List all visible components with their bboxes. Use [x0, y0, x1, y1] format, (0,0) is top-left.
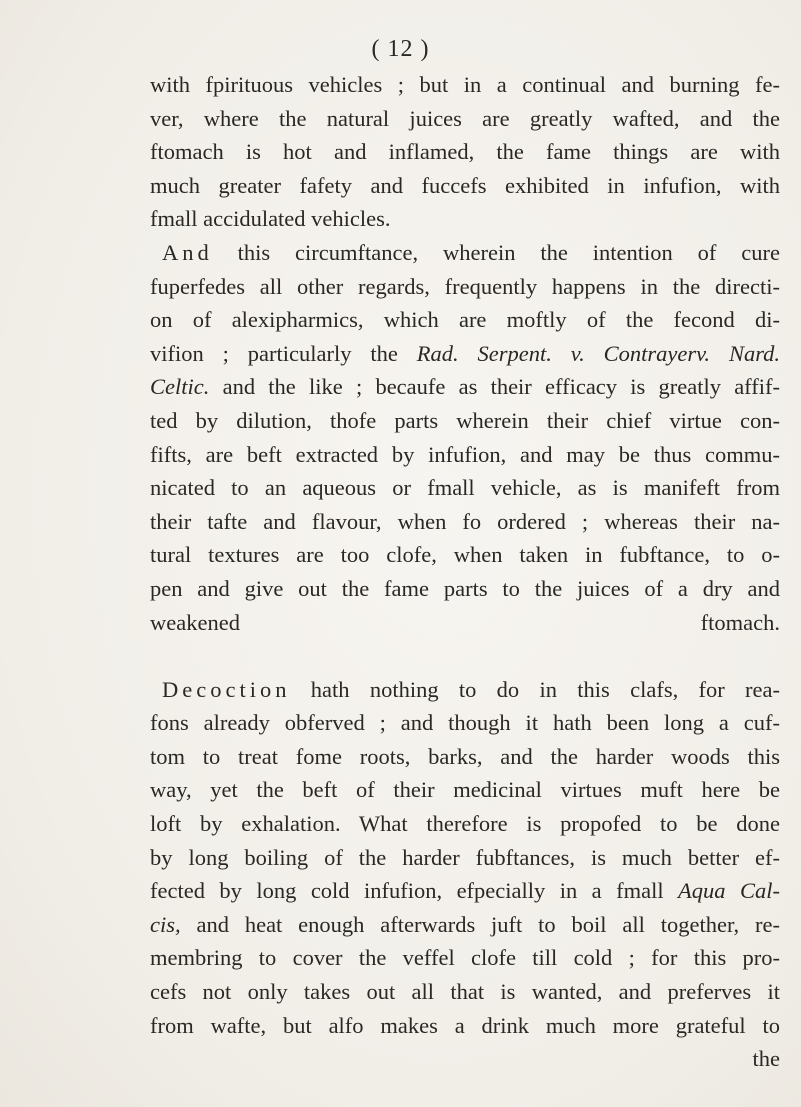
text-line — [150, 639, 780, 673]
paragraph-start: And this circumftance, wherein the intention of cure — [162, 239, 780, 265]
text-line: Celtic. and the like ; becaufe as their efficacy is greatly affif- — [150, 374, 780, 400]
text-line: membring to cover the veffel clofe till cold ; for this pro- — [150, 945, 780, 971]
text-line: cis, and heat enough afterwards juft to boil all together, re- — [150, 911, 780, 937]
text-line: much greater fafety and fuccefs exhibited in infufion, with — [150, 172, 780, 198]
body-text — [150, 68, 780, 1076]
text-line: tural textures are too clofe, when taken in fubftance, to o- — [150, 542, 780, 568]
text-line: fuperfedes all other regards, frequently happens in the directi- — [150, 273, 780, 299]
text-line: by long boiling of the harder fubftances, is much better ef- — [150, 844, 780, 870]
text-line: way, yet the beft of their medicinal virtues muft here be — [150, 777, 780, 803]
catchword: the — [752, 1046, 780, 1072]
text-line: tom to treat fome roots, barks, and the harder woods this — [150, 743, 780, 769]
text-line: cefs not only takes out all that is wanted, and preferves it — [150, 979, 780, 1005]
text-line: vifion ; particularly the Rad. Serpent. v. Contrayerv. Nard. — [150, 340, 780, 366]
text-line: nicated to an aqueous or fmall vehicle, as is manifeft from — [150, 475, 780, 501]
text-line: weakened ftomach. — [150, 609, 780, 635]
text-line: ver, where the natural juices are greatly wafted, and the — [150, 105, 780, 131]
text-line: fifts, are beft extracted by infufion, and may be thus commu- — [150, 441, 780, 467]
text-line: with fpirituous vehicles ; but in a continual and burning fe- — [150, 72, 780, 97]
text-line: pen and give out the fame parts to the juices of a dry and — [150, 575, 780, 601]
paragraph-start: Decoction hath nothing to do in this clafs, for rea- — [162, 676, 781, 702]
text-line: from wafte, but alfo makes a drink much more grateful to — [150, 1012, 780, 1038]
text-line: loft by exhalation. What therefore is propofed to be done — [150, 811, 780, 837]
text-line: ted by dilution, thofe parts wherein their chief virtue con- — [150, 407, 780, 433]
text-line: ftomach is hot and inflamed, the fame things are with — [150, 139, 780, 165]
page-number: ( 12 ) — [371, 36, 430, 62]
text-line: fmall accidulated vehicles. — [150, 206, 391, 232]
text-line: their tafte and flavour, when fo ordered ; whereas their na- — [150, 508, 780, 534]
text-line: on of alexipharmics, which are moftly of the fecond di- — [150, 307, 780, 333]
text-line: fected by long cold infufion, efpecially in a fmall Aqua Cal- — [150, 878, 780, 904]
text-line: fons already obferved ; and though it hath been long a cuf- — [150, 710, 780, 736]
